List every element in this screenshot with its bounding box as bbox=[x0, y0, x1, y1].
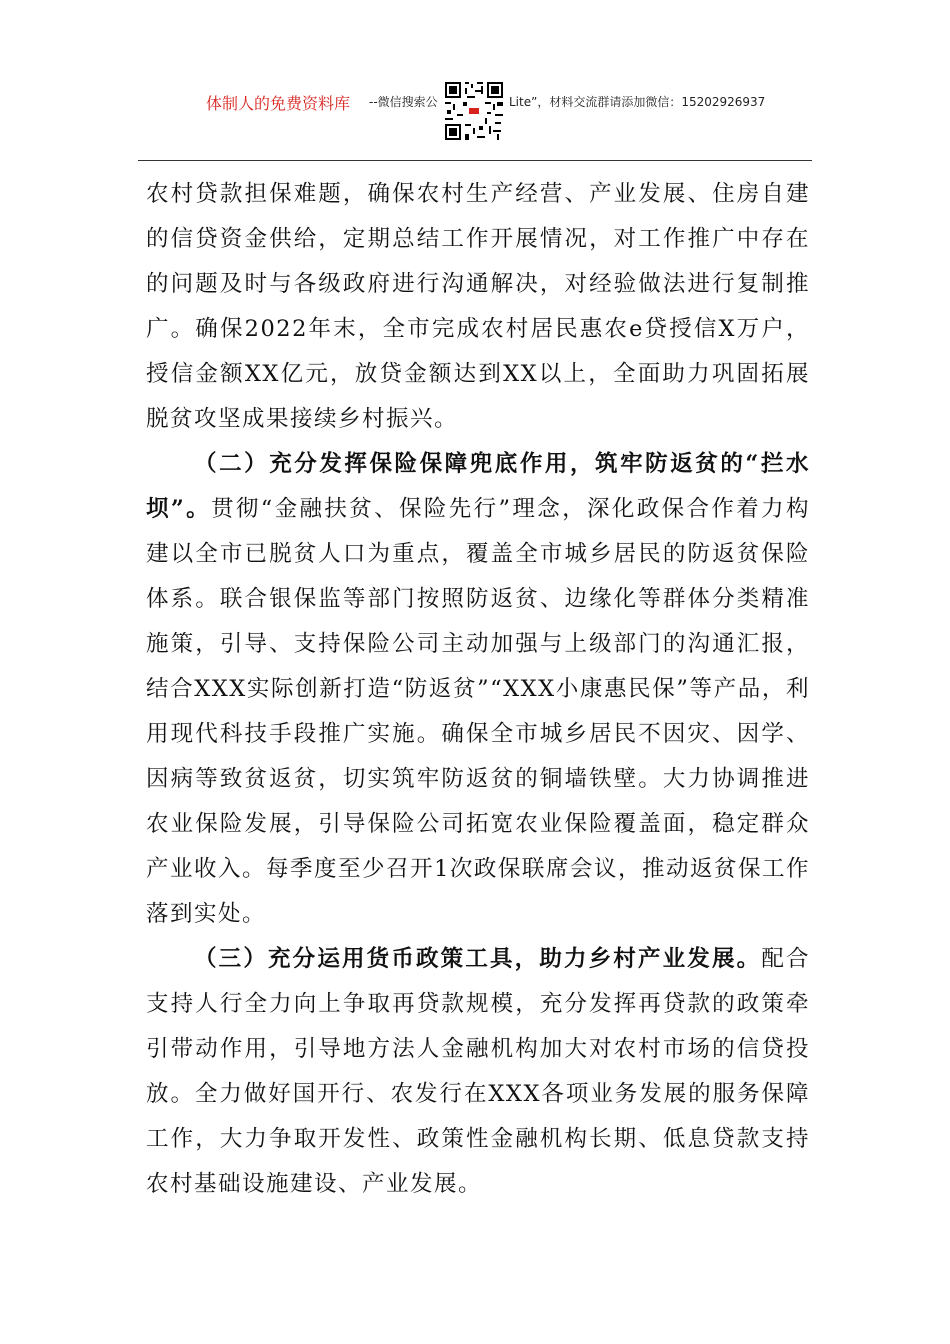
section-heading-3: （三）充分运用货币政策工具，助力乡村产业发展。 bbox=[194, 946, 762, 972]
paragraph-3-text: 配合支持人行全力向上争取再贷款规模，充分发挥再贷款的政策牵引带动作用，引导地方法人金融机构加大对农村市场的信贷投放。全力做好国开行、农发行在XXX各项业务发展的服务保障工作，大力争取开发性、政策性金融机构长期、低息贷款支持农村基础设施建设、产业发展。 bbox=[146, 946, 810, 1197]
qr-code-icon bbox=[443, 80, 505, 142]
document-body bbox=[146, 172, 810, 1207]
paragraph-3 bbox=[146, 937, 810, 1207]
page-header bbox=[0, 80, 950, 144]
paragraph-1: 农村贷款担保难题，确保农村生产经营、产业发展、住房自建的信贷资金供给，定期总结工作开展情况，对工作推广中存在的问题及时与各级政府进行沟通解决，对经验做法进行复制推广。确保2022年末，全市完成农村居民惠农e贷授信X万户，授信金额XX亿元，放贷金额达到XX以上，全面助力巩固拓展脱贫攻坚成果接续乡村振兴。 bbox=[146, 181, 810, 432]
paragraph-2-text: 贯彻“金融扶贫、保险先行”理念，深化政保合作着力构建以全市已脱贫人口为重点，覆盖全市城乡居民的防返贫保险体系。联合银保监等部门按照防返贫、边缘化等群体分类精准施策，引导、支持保险公司主动加强与上级部门的沟通汇报，结合XXX实际创新打造“防返贫”“XXX小康惠民保”等产品，利用现代科技手段推广实施。确保全市城乡居民不因灾、因学、因病等致贫返贫，切实筑牢防返贫的铜墙铁壁。大力协调推进农业保险发展，引导保险公司拓宽农业保险覆盖面，稳定群众产业收入。每季度至少召开1次政保联席会议，推动返贫保工作落到实处。 bbox=[146, 496, 810, 927]
section-heading-2: （二）充分发挥保险保障兜底作用，筑牢防返贫的“拦水坝”。 bbox=[146, 451, 810, 522]
header-subtitle: --微信搜索公 bbox=[369, 95, 438, 109]
header-divider bbox=[138, 160, 812, 161]
header-title: 体制人的免费资料库 bbox=[206, 94, 351, 113]
paragraph-2 bbox=[146, 442, 810, 937]
header-contact: Lite”，材料交流群请添加微信：15202926937 bbox=[509, 95, 766, 109]
